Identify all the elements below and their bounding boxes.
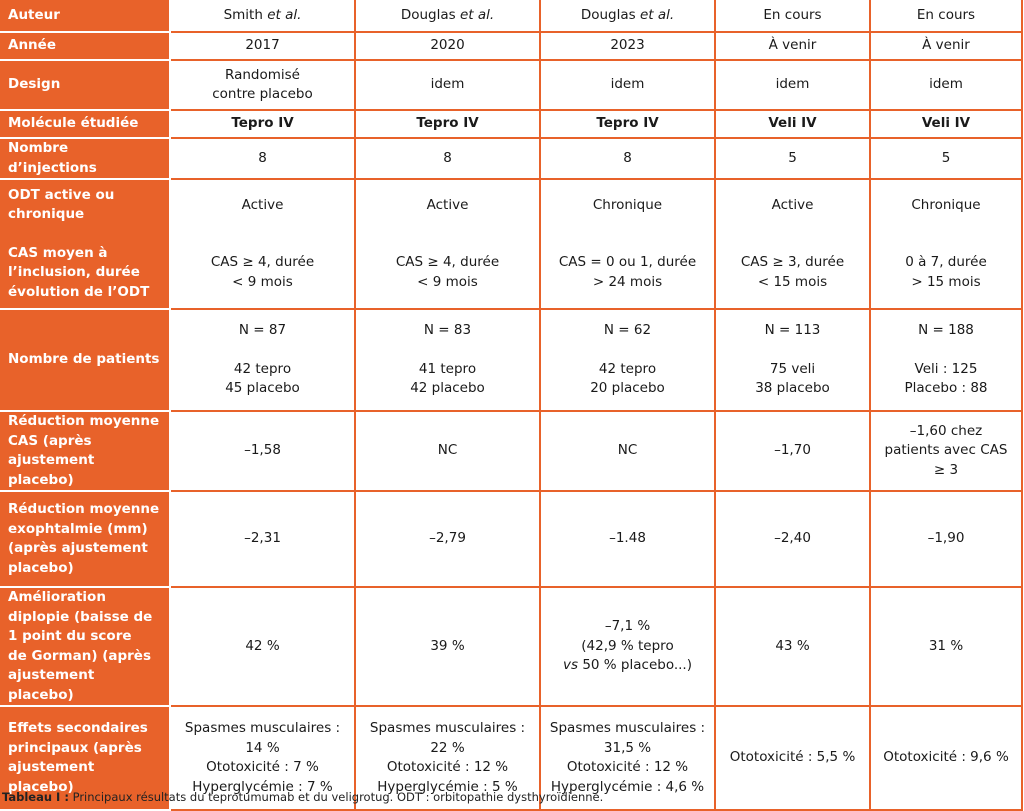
table-caption: [2, 790, 603, 804]
cell-design: idem: [355, 60, 540, 110]
effet-line: 22 %: [430, 739, 465, 756]
cas-line: < 9 mois: [232, 273, 293, 290]
patients-arm: 38 placebo: [755, 380, 830, 397]
label-line: ajustement placebo): [8, 759, 95, 795]
odt-label-line: ODT active ou: [8, 186, 115, 203]
cell-molecule: Tepro IV: [170, 110, 355, 138]
cell-effets-4: Ototoxicité : 5,5 %: [715, 706, 870, 810]
cell-auteur-5: En cours: [870, 0, 1022, 32]
spacer: [360, 215, 535, 234]
author-etal: et al.: [639, 6, 675, 23]
row-label-injections: Nombre d’injections: [0, 138, 170, 179]
cell-exophtalmie: –2,31: [170, 491, 355, 587]
cell-exophtalmie: –1,90: [870, 491, 1022, 587]
cell-annee: À venir: [715, 32, 870, 60]
spacer: [175, 215, 350, 234]
cell-design: idem: [540, 60, 715, 110]
cell-auteur-2: [355, 0, 540, 32]
patients-total: N = 87: [238, 322, 287, 339]
row-molecule: [0, 110, 1022, 138]
label-line: exophtalmie (mm): [8, 520, 148, 537]
design-line: Randomisé: [225, 66, 300, 83]
cas-line: < 9 mois: [417, 273, 478, 290]
effet-line: Hyperglycémie : 7 %: [192, 778, 333, 795]
cell-molecule: Tepro IV: [355, 110, 540, 138]
cell-patients-4: [715, 309, 870, 411]
label-line: placebo): [8, 559, 74, 576]
cell-odt-1: [170, 179, 355, 309]
row-label-design: Design: [0, 60, 170, 110]
effet-line: Ototoxicité : 12 %: [566, 759, 689, 775]
odt-status: Active: [771, 196, 814, 213]
cell-cas-reduction: NC: [355, 411, 540, 491]
cell-injections: 5: [870, 138, 1022, 179]
label-line: principaux (après: [8, 739, 142, 756]
caption-text: Principaux résultats du teprotumumab et du veligrotug. ODT : orbitopathie dysthyroïdienne.: [68, 790, 604, 804]
patients-arm: 75 veli: [769, 360, 816, 377]
spacer: [545, 341, 710, 360]
author-name: Smith: [223, 6, 268, 23]
cas-label-line: CAS moyen à: [8, 244, 108, 261]
cell-patients-3: [540, 309, 715, 411]
effet-line: Ototoxicité : 12 %: [386, 759, 509, 775]
cell-cas-reduction: –1,58: [170, 411, 355, 491]
cell-annee: À venir: [870, 32, 1022, 60]
row-label-diplopie: [0, 587, 170, 706]
cell-auteur-3: [540, 0, 715, 32]
row-label-patients: Nombre de patients: [0, 309, 170, 411]
value-line: –7,1 %: [604, 618, 651, 635]
spacer: [875, 215, 1017, 234]
effet-line: 14 %: [245, 739, 280, 756]
cas-line: 0 à 7, durée: [905, 254, 987, 271]
row-design: [0, 60, 1022, 110]
author-etal: et al.: [459, 6, 495, 23]
cell-diplopie: 42 %: [170, 587, 355, 706]
effet-line: Spasmes musculaires :: [549, 720, 706, 736]
patients-arm: 20 placebo: [590, 380, 665, 397]
caption-label: Tableau I :: [2, 790, 69, 804]
row-cas-reduction: [0, 411, 1022, 491]
value-line: ≥ 3: [933, 461, 959, 478]
cas-line: < 15 mois: [757, 273, 828, 290]
spacer: [545, 234, 710, 253]
row-label-annee: Année: [0, 32, 170, 60]
effet-line: Spasmes musculaires :: [369, 720, 526, 736]
label-line: ajustement placebo): [8, 667, 95, 703]
label-line: ajustement placebo): [8, 452, 95, 488]
spacer: [175, 341, 350, 360]
spacer: [720, 215, 865, 234]
cell-injections: 8: [540, 138, 715, 179]
label-line: Réduction moyenne: [8, 413, 160, 429]
cell-diplopie: 39 %: [355, 587, 540, 706]
label-line: CAS (après: [8, 432, 92, 449]
design-line: contre placebo: [212, 86, 313, 102]
cell-molecule: Tepro IV: [540, 110, 715, 138]
cell-cas-reduction: NC: [540, 411, 715, 491]
cell-design-1: [170, 60, 355, 110]
cell-exophtalmie: –2,79: [355, 491, 540, 587]
row-label-molecule: Molécule étudiée: [0, 110, 170, 138]
cell-cas-reduction-5: [870, 411, 1022, 491]
row-label-odt: [0, 179, 170, 309]
effet-line: 31,5 %: [603, 739, 652, 756]
cell-molecule: Veli IV: [870, 110, 1022, 138]
cell-exophtalmie: –2,40: [715, 491, 870, 587]
cell-design: idem: [715, 60, 870, 110]
cell-diplopie-3: [540, 587, 715, 706]
spacer: [720, 341, 865, 360]
cas-label-line: l’inclusion, durée: [8, 264, 140, 281]
patients-arm: Veli : 125: [914, 360, 978, 377]
row-auteur: [0, 0, 1022, 32]
patients-arm: 41 tepro: [418, 360, 477, 377]
spacer: [8, 225, 161, 244]
spacer: [875, 341, 1017, 360]
spacer: [360, 234, 535, 253]
cell-injections: 5: [715, 138, 870, 179]
spacer: [875, 234, 1017, 253]
cell-patients-2: [355, 309, 540, 411]
effet-line: Hyperglycémie : 5 %: [377, 778, 518, 795]
patients-arm: Placebo : 88: [904, 380, 988, 397]
patients-total: N = 83: [423, 322, 472, 339]
label-line: diplopie (baisse de: [8, 608, 153, 625]
label-line: Réduction moyenne: [8, 501, 160, 517]
cell-odt-3: [540, 179, 715, 309]
cell-effets-5: Ototoxicité : 9,6 %: [870, 706, 1022, 810]
cas-line: CAS = 0 ou 1, durée: [558, 254, 697, 271]
spacer: [360, 341, 535, 360]
label-line: (après ajustement: [8, 540, 148, 556]
vs-text: vs: [563, 657, 579, 674]
cell-exophtalmie: –1.48: [540, 491, 715, 587]
row-exophtalmie: [0, 491, 1022, 587]
row-patients: [0, 309, 1022, 411]
cell-odt-5: [870, 179, 1022, 309]
cell-diplopie: 31 %: [870, 587, 1022, 706]
value-line: (42,9 % tepro: [581, 637, 674, 654]
row-injections: [0, 138, 1022, 179]
effet-line: Hyperglycémie : 4,6 %: [550, 778, 705, 795]
cas-line: > 24 mois: [592, 273, 663, 290]
odt-status: Active: [241, 196, 284, 213]
cell-annee: 2023: [540, 32, 715, 60]
cell-auteur-1: [170, 0, 355, 32]
value-text: 50 % placebo...): [578, 657, 692, 674]
author-name: Douglas: [580, 6, 640, 23]
cell-patients-5: [870, 309, 1022, 411]
cell-patients-1: [170, 309, 355, 411]
row-label-exophtalmie: [0, 491, 170, 587]
patients-total: N = 113: [764, 322, 821, 339]
effet-line: Spasmes musculaires :: [184, 720, 341, 736]
patients-total: N = 62: [603, 322, 652, 339]
cell-auteur-4: En cours: [715, 0, 870, 32]
row-odt: [0, 179, 1022, 309]
row-label-auteur: Auteur: [0, 0, 170, 32]
patients-arm: 45 placebo: [225, 380, 300, 397]
spacer: [175, 234, 350, 253]
cell-design: idem: [870, 60, 1022, 110]
effet-line: Ototoxicité : 7 %: [206, 759, 319, 775]
cell-molecule: Veli IV: [715, 110, 870, 138]
cas-line: > 15 mois: [911, 273, 981, 290]
odt-status: Chronique: [911, 196, 981, 213]
row-annee: [0, 32, 1022, 60]
cell-injections: 8: [355, 138, 540, 179]
label-line: Effets secondaires: [8, 720, 148, 736]
odt-status: Active: [426, 196, 469, 213]
row-diplopie: [0, 587, 1022, 706]
patients-arm: 42 tepro: [233, 360, 292, 377]
author-etal: et al.: [267, 6, 302, 23]
odt-label-line: chronique: [8, 206, 85, 223]
cas-label-line: évolution de l’ODT: [8, 283, 150, 300]
row-label-cas-reduction: [0, 411, 170, 491]
cell-injections: 8: [170, 138, 355, 179]
patients-arm: 42 tepro: [598, 360, 657, 377]
cell-annee: 2020: [355, 32, 540, 60]
cell-odt-4: [715, 179, 870, 309]
spacer: [720, 234, 865, 253]
cell-cas-reduction: –1,70: [715, 411, 870, 491]
cell-odt-2: [355, 179, 540, 309]
cas-line: CAS ≥ 3, durée: [740, 254, 845, 271]
value-line: –1,60 chez: [909, 422, 983, 439]
author-name: Douglas: [400, 6, 460, 23]
cas-line: CAS ≥ 4, durée: [395, 254, 500, 271]
odt-status: Chronique: [592, 196, 663, 213]
cell-annee: 2017: [170, 32, 355, 60]
label-line: Amélioration: [8, 589, 106, 605]
patients-total: N = 188: [918, 322, 974, 339]
cell-diplopie: 43 %: [715, 587, 870, 706]
patients-arm: 42 placebo: [410, 380, 485, 397]
spacer: [545, 215, 710, 234]
value-line: [545, 656, 710, 676]
value-line: patients avec CAS: [884, 442, 1008, 459]
label-line: 1 point du score: [8, 628, 132, 644]
label-line: de Gorman) (après: [8, 647, 151, 664]
cas-line: CAS ≥ 4, durée: [210, 254, 315, 271]
